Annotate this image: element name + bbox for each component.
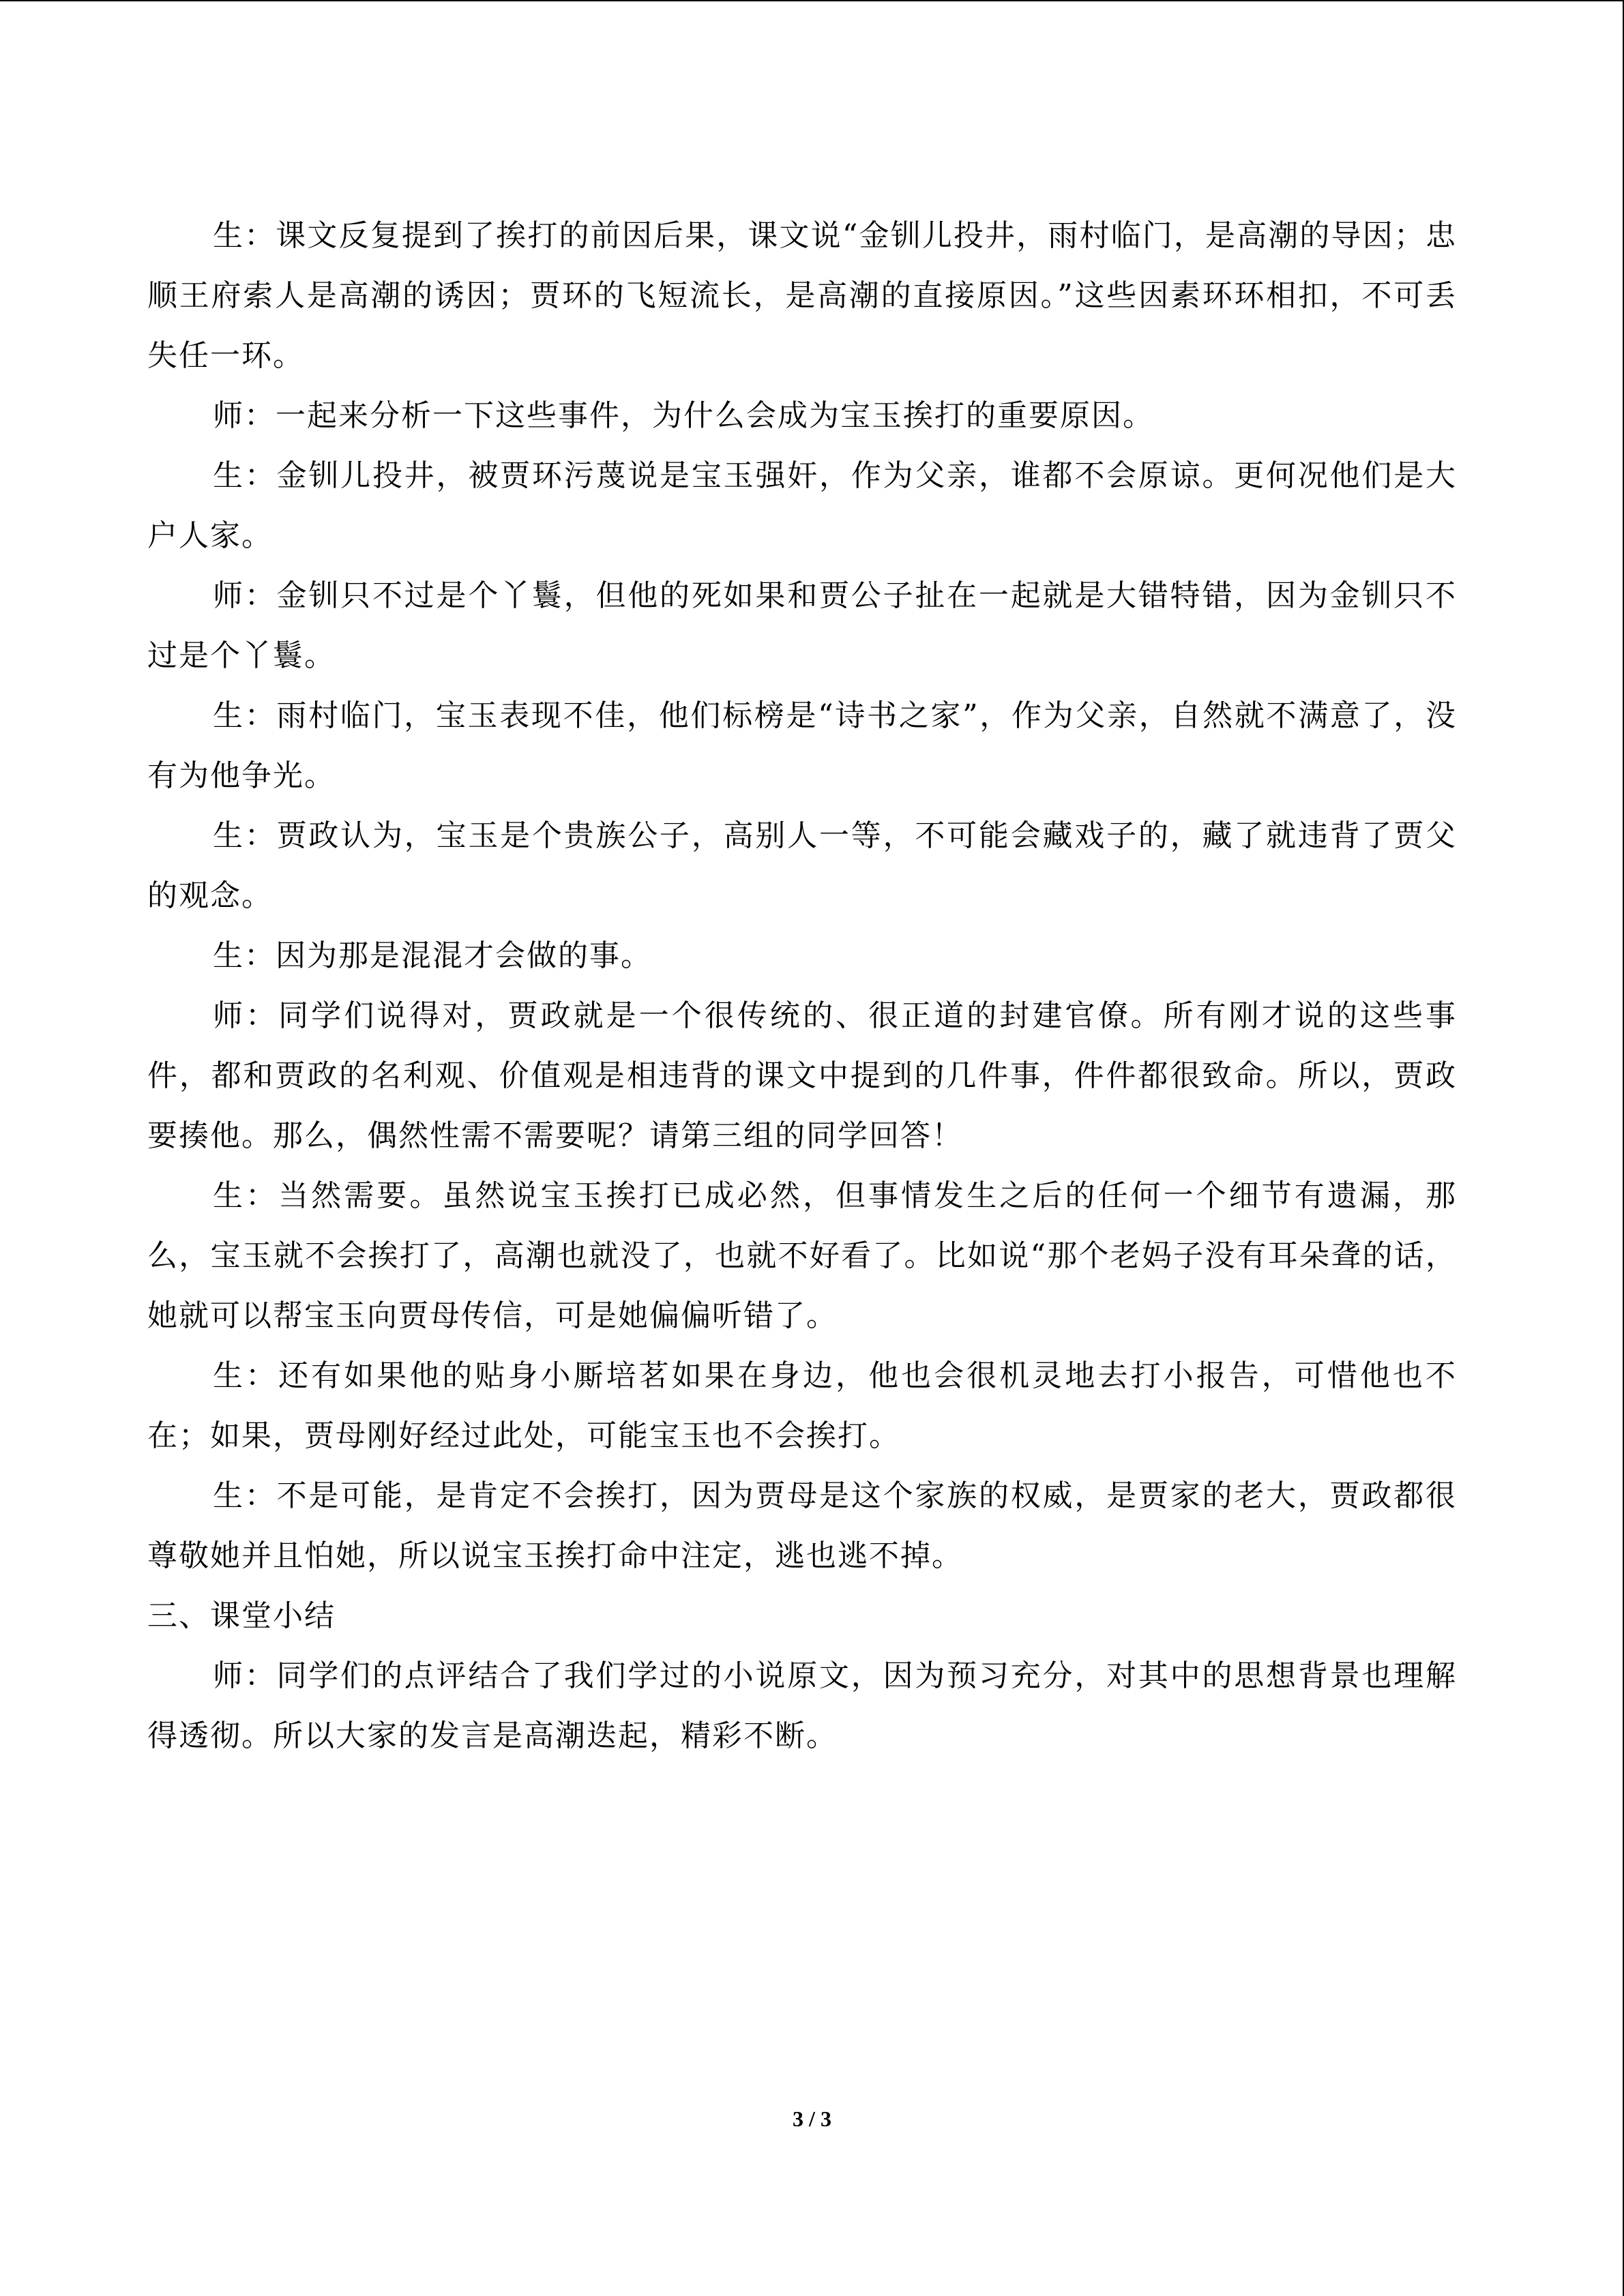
paragraph: 师：一起来分析一下这些事件，为什么会成为宝玉挨打的重要原因。 [213,398,1154,433]
paragraph: 生：还有如果他的贴身小厮培茗如果在身边，他也会很机灵地去打小报告，可惜他也不在；如果，贾母刚好经过此处，可能宝玉也不会挨打。 [147,1358,1457,1453]
paragraph: 师：同学们说得对，贾政就是一个很传统的、很正道的封建官僚。所有刚才说的这些事件，都和贾政的名利观、价值观是相违背的课文中提到的几件事，件件都很致命。所以，贾政要揍他。那么，偶然性需不需要呢？请第三组的同学回答！ [147,998,1457,1153]
document-body [147,206,1457,1766]
paragraph: 师：金钏只不过是个丫鬟，但他的死如果和贾公子扯在一起就是大错特错，因为金钏只不过是个丫鬟。 [147,578,1457,673]
paragraph: 生：贾政认为，宝玉是个贵族公子，高别人一等，不可能会藏戏子的，藏了就违背了贾父的观念。 [147,818,1457,913]
section-heading: 三、课堂小结 [147,1598,336,1633]
paragraph: 生：金钏儿投井，被贾环污蔑说是宝玉强奸，作为父亲，谁都不会原谅。更何况他们是大户人家。 [147,458,1457,553]
paragraph: 生：因为那是混混才会做的事。 [213,938,652,973]
page-number: 3 / 3 [793,2106,831,2131]
paragraph: 生：课文反复提到了挨打的前因后果，课文说“金钏儿投井，雨村临门，是高潮的导因；忠顺王府索人是高潮的诱因；贾环的飞短流长，是高潮的直接原因。”这些因素环环相扣，不可丢失任一环。 [147,218,1457,373]
paragraph: 生：当然需要。虽然说宝玉挨打已成必然，但事情发生之后的任何一个细节有遗漏，那么，宝玉就不会挨打了，高潮也就没了，也就不好看了。比如说“那个老妈子没有耳朵聋的话，她就可以帮宝玉向贾母传信，可是她偏偏听错了。 [147,1178,1457,1333]
summary-paragraph: 师：同学们的点评结合了我们学过的小说原文，因为预习充分，对其中的思想背景也理解得透彻。所以大家的发言是高潮迭起，精彩不断。 [147,1658,1457,1753]
paragraph: 生：雨村临门，宝玉表现不佳，他们标榜是“诗书之家”，作为父亲，自然就不满意了，没有为他争光。 [147,698,1457,793]
paragraph: 生：不是可能，是肯定不会挨打，因为贾母是这个家族的权威，是贾家的老大，贾政都很尊敬她并且怕她，所以说宝玉挨打命中注定，逃也逃不掉。 [147,1478,1457,1573]
